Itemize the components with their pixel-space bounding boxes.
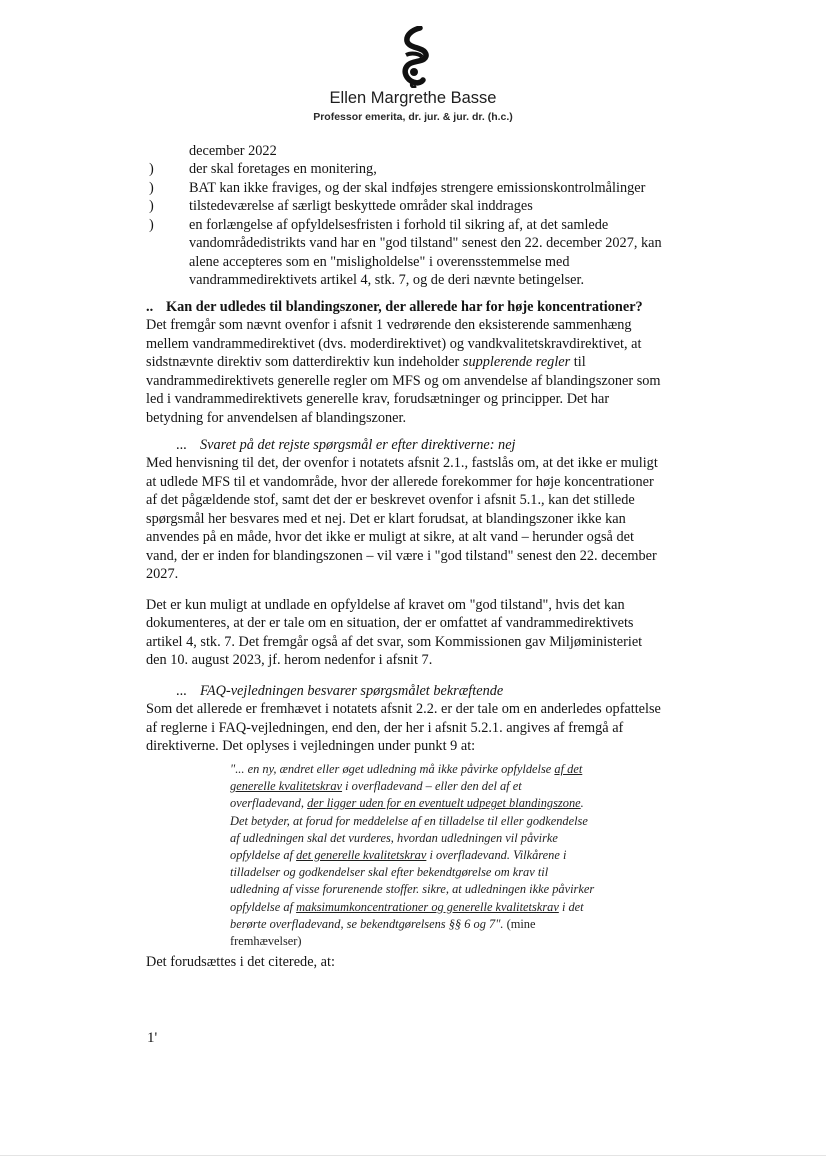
bullet-text: der skal foretages en monitering,	[189, 161, 377, 177]
page-divider	[0, 1155, 826, 1156]
underlined-text: generelle kvalitetskrav	[230, 779, 343, 794]
paragraph-line: mellem vandrammedirektivet (dvs. moderdirektivet) og vandkvalitetskravdirektivet, at	[146, 336, 642, 352]
text-run: overfladevand,	[230, 796, 308, 811]
text-run: sidstnævnte direktiv som datterdirektiv kun indeholder	[146, 354, 463, 370]
text-run: "... en ny, ændret eller øget udledning må ikke påvirke opfyldelse	[230, 762, 555, 776]
paragraph-line: af reglerne i FAQ-vejledningen, end den, der her i afsnit 5.2.1. angives af fremgå af	[146, 720, 624, 736]
quote-line	[230, 916, 650, 933]
paragraph-line: dokumenteres, at der er tale om en situation, der er omfattet af vandrammedirektivets	[146, 615, 634, 631]
paragraph-line: 2027.	[146, 566, 179, 582]
text-run: .	[580, 796, 584, 811]
subsection-heading: Svaret på det rejste spørgsmål er efter direktiverne: nej	[200, 437, 516, 453]
text-run: i det	[558, 899, 584, 914]
paragraph-line: spørgsmål her besvares med et nej. Det er klart forudsat, at blandingszoner ikke kan	[146, 511, 626, 527]
paragraph-line: at udlede MFS til et vandområde, hvor der allerede forekommer for høje koncentrationer	[146, 474, 654, 490]
bullet-text: tilstedeværelse af særligt beskyttede områder skal inddrages	[189, 198, 533, 214]
letterhead-logo-icon	[390, 26, 442, 88]
text-run: opfyldelse af	[230, 899, 297, 914]
page-number: 1'	[147, 1030, 158, 1046]
subsection-marker: ...	[176, 437, 187, 453]
text-run: opfyldelse af	[230, 848, 297, 863]
paragraph-line: Det er kun muligt at undlade en opfyldelse af kravet om "god tilstand", hvis det kan	[146, 597, 625, 613]
text-run: (mine	[503, 916, 536, 931]
underlined-text: der ligger uden for en eventuelt udpeget blandingszone	[307, 796, 581, 811]
subsection-marker: ...	[176, 683, 187, 699]
section-heading: Kan der udledes til blandingszoner, der allerede har for høje koncentrationer?	[166, 299, 643, 315]
underlined-text: det generelle kvalitetskrav	[296, 848, 427, 863]
bullet-marker: )	[149, 180, 154, 196]
underlined-text: af det	[554, 762, 583, 776]
paragraph-line: af det pågældende stof, samt det der er beskrevet ovenfor i afsnit 5.1., kan det stillede	[146, 492, 635, 508]
quote-line	[230, 761, 650, 778]
paragraph-line: Med henvisning til det, der ovenfor i notatets afsnit 2.1., fastslås om, at det ikke er muligt	[146, 455, 658, 471]
paragraph-line: vand, der er inden for blandingszonen – vil være i "god tilstand" senest den 22. december	[146, 548, 657, 564]
bullet-marker: )	[149, 217, 154, 233]
quote-line: af udledningen skal det vurderes, hvordan udledningen vil påvirke	[230, 830, 558, 845]
paragraph-line: den 10. august 2023, jf. herom nedenfor i afsnit 7.	[146, 652, 433, 668]
text-run: til	[570, 354, 586, 370]
bullet-text: BAT kan ikke fraviges, og der skal indføjes strengere emissionskontrolmålinger	[189, 180, 646, 196]
text-run: i overfladevand – eller den del af et	[342, 779, 522, 794]
quote-line: tilladelser og godkendelser skal efter bekendtgørelse om krav til	[230, 865, 549, 880]
paragraph-line: led i vandrammedirektivets generelle krav, forudsætninger og principper. Det har	[146, 391, 610, 407]
bullet-marker: )	[149, 198, 154, 214]
letterhead-name: Ellen Margrethe Basse	[329, 89, 497, 107]
quote-line	[230, 847, 650, 864]
bullet-marker: )	[149, 161, 154, 177]
paragraph-line: Det fremgår som nævnt ovenfor i afsnit 1 vedrørende den eksisterende sammenhæng	[146, 317, 632, 333]
date-continuation: december 2022	[189, 143, 277, 159]
underlined-text: maksimumkoncentrationer og generelle kvalitetskrav	[296, 899, 559, 914]
quote-line	[230, 899, 650, 916]
paragraph-line: anvendes på en måde, hvor det ikke er muligt at sikre, at alt vand – herunder også det	[146, 529, 634, 545]
paragraph-line: vandrammedirektivets generelle regler om MFS og om anvendelse af blandingszoner som	[146, 373, 661, 389]
text-run: i overfladevand. Vilkårene i	[426, 848, 567, 863]
emphasis-text: supplerende regler	[462, 354, 571, 370]
quote-line	[230, 778, 650, 795]
bullet-text-line: vandrammedirektivets artikel 4, stk. 7, og de deri nævnte betingelser.	[189, 272, 585, 288]
quote-line: Det betyder, at forud for meddelelse af en tilladelse til eller godkendelse	[230, 813, 588, 828]
subsection-heading: FAQ-vejledningen besvarer spørgsmålet bekræftende	[200, 683, 504, 699]
quote-line: fremhævelser)	[230, 934, 302, 949]
paragraph-line: Det forudsættes i det citerede, at:	[146, 954, 335, 970]
text-run: berørte overfladevand, se bekendtgørelsens §§ 6 og 7".	[230, 916, 504, 931]
paragraph-line: betydning for anvendelsen af blandingszoner.	[146, 410, 407, 426]
paragraph-line: Som det allerede er fremhævet i notatets afsnit 2.2. er der tale om en anderledes opfattelse	[146, 701, 661, 717]
letterhead-title: Professor emerita, dr. jur. & jur. dr. (h.c.)	[313, 111, 513, 123]
bullet-text-line: vandområdedistrikts vand har en "god tilstand" senest den 22. december 2027, kan	[189, 235, 662, 251]
bullet-text-line: en forlængelse af opfyldelsesfristen i forhold til sikring af, at det samlede	[189, 217, 609, 233]
section-heading-marker: ..	[146, 299, 154, 315]
block-quote	[230, 761, 650, 950]
bullet-text-line: alene accepteres som en "misligholdelse" i overensstemmelse med	[189, 254, 570, 270]
quote-line	[230, 795, 650, 812]
paragraph-line: artikel 4, stk. 7. Det fremgår også af det svar, som Kommissionen gav Miljøministeriet	[146, 634, 643, 650]
paragraph-line	[146, 353, 686, 372]
paragraph-line: direktiverne. Det oplyses i vejledningen under punkt 9 at:	[146, 738, 476, 754]
quote-line: udledning af visse forurenende stoffer. sikre, at udledningen ikke påvirker	[230, 882, 595, 897]
